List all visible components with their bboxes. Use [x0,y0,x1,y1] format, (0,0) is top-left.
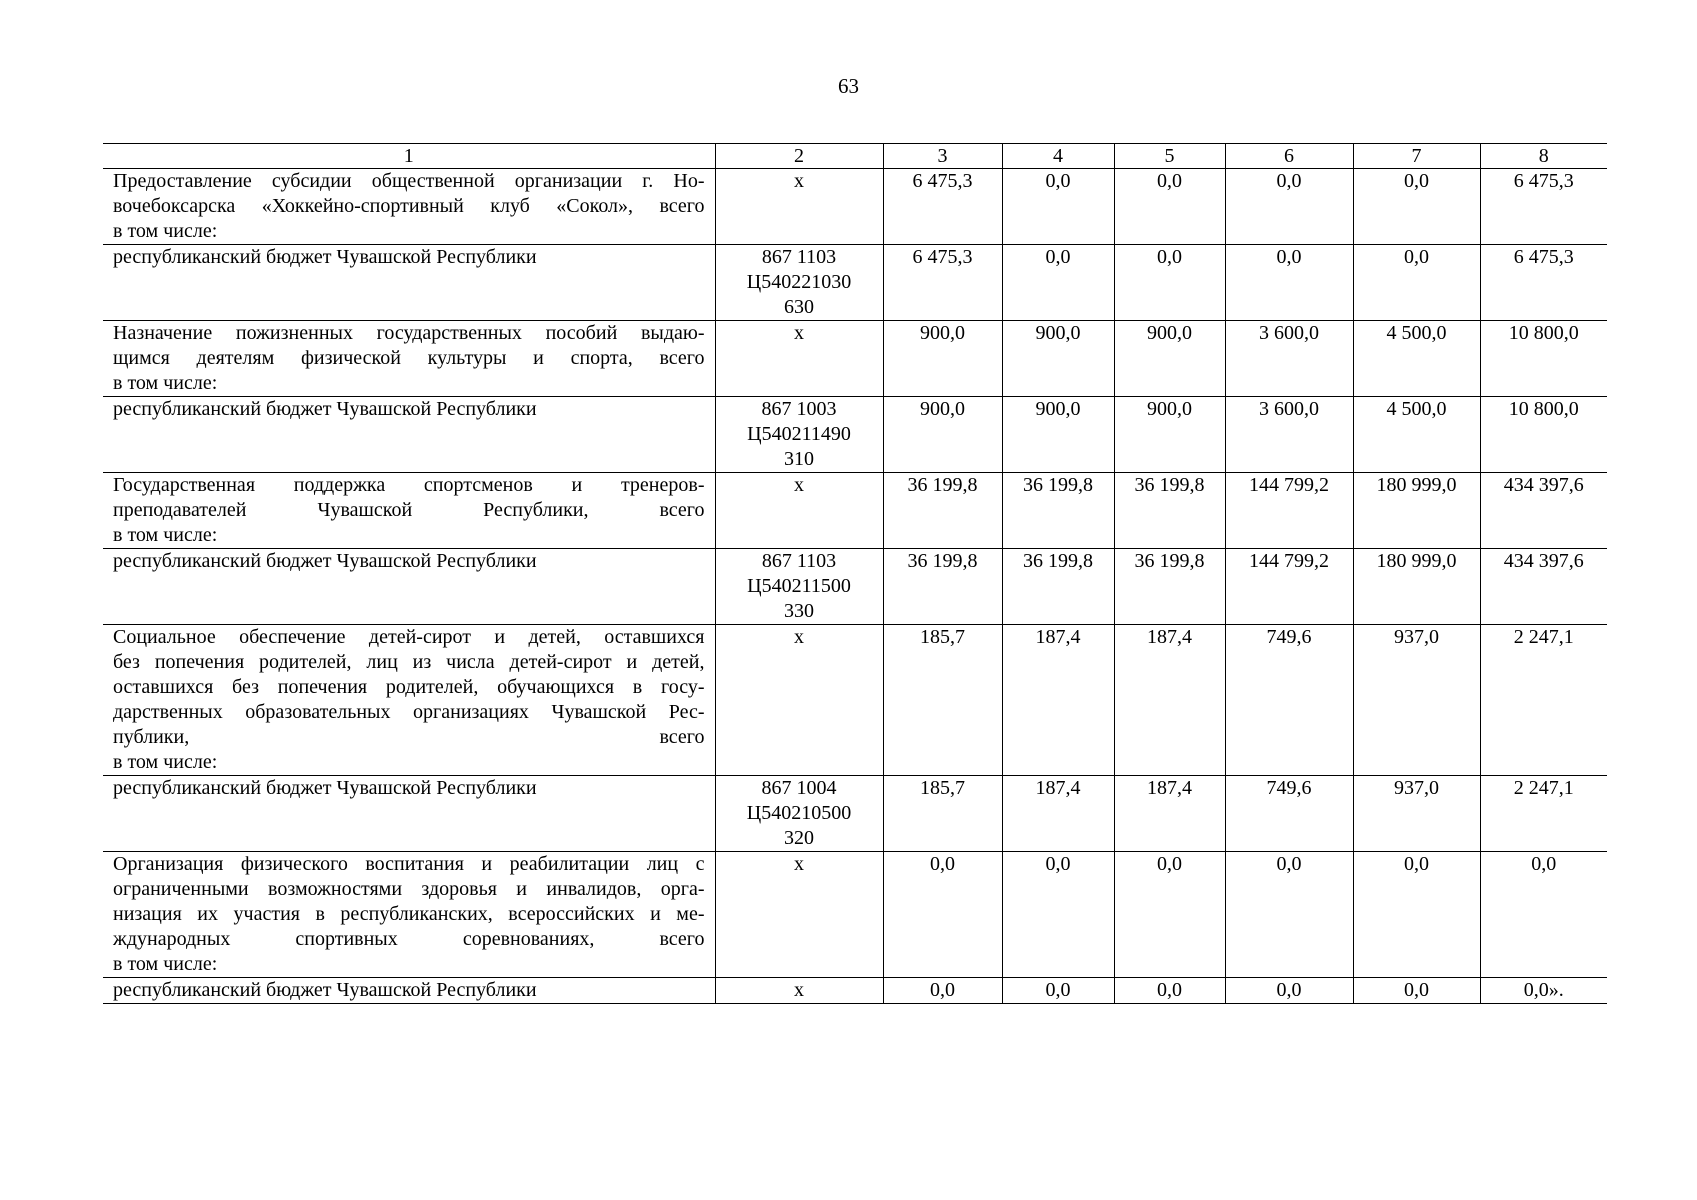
value-cell: 4 500,0 [1353,397,1480,473]
value-cell: 900,0 [1114,321,1225,397]
row-name-cell [103,852,715,978]
row-name-line: вочебоксарска «Хоккейно-спортивный клуб «Сокол», всего [113,195,705,217]
budget-code-line: 867 1004 [761,777,837,799]
table-row [103,321,1607,397]
value-cell: 2 247,1 [1480,776,1607,852]
value-cell: 185,7 [883,776,1002,852]
value-cell: 187,4 [1114,625,1225,776]
value-cell: 0,0 [1002,245,1114,321]
value-cell: 0,0». [1480,978,1607,1004]
value-cell: 749,6 [1225,776,1353,852]
value-cell: 0,0 [1353,978,1480,1004]
budget-code-cell [715,625,883,776]
table-row [103,397,1607,473]
value-cell: 10 800,0 [1480,397,1607,473]
value-cell: 6 475,3 [883,245,1002,321]
budget-code-cell [715,321,883,397]
row-name-line: низация их участия в республиканских, всероссийских и ме- [113,903,705,925]
row-name-line: Назначение пожизненных государственных пособий выдаю- [113,322,705,344]
row-name-line: публики, всего [113,726,705,748]
budget-code-line: 630 [784,296,814,318]
budget-code-line: х [794,170,804,192]
value-cell: 0,0 [1002,978,1114,1004]
value-cell: 0,0 [883,978,1002,1004]
table-header-row [103,144,1607,169]
column-header: 5 [1114,144,1225,169]
value-cell: 36 199,8 [1002,549,1114,625]
budget-code-cell [715,245,883,321]
budget-code-line: 867 1103 [761,550,837,572]
row-name-line: республиканский бюджет Чувашской Республики [113,246,537,268]
value-cell: 0,0 [1114,852,1225,978]
value-cell: 0,0 [1114,169,1225,245]
value-cell: 900,0 [883,397,1002,473]
value-cell: 180 999,0 [1353,549,1480,625]
value-cell: 4 500,0 [1353,321,1480,397]
value-cell: 10 800,0 [1480,321,1607,397]
value-cell: 900,0 [1002,321,1114,397]
row-name-cell [103,776,715,852]
row-name-line: оставшихся без попечения родителей, обучающихся в госу- [113,676,705,698]
value-cell: 434 397,6 [1480,549,1607,625]
budget-code-line: х [794,626,804,648]
budget-code-line: х [794,474,804,496]
value-cell: 187,4 [1114,776,1225,852]
budget-code-line: х [794,322,804,344]
column-header: 3 [883,144,1002,169]
value-cell: 434 397,6 [1480,473,1607,549]
value-cell: 144 799,2 [1225,549,1353,625]
row-name-line: в том числе: [113,751,218,773]
value-cell: 0,0 [1353,852,1480,978]
budget-code-line: Ц540211500 [747,575,851,597]
table-row [103,473,1607,549]
row-name-line: республиканский бюджет Чувашской Республики [113,398,537,420]
row-name-cell [103,549,715,625]
budget-table [103,143,1607,1004]
value-cell: 0,0 [1225,978,1353,1004]
row-name-line: в том числе: [113,953,218,975]
page-number: 63 [838,74,859,98]
value-cell: 0,0 [883,852,1002,978]
budget-code-cell [715,776,883,852]
value-cell: 0,0 [1225,169,1353,245]
budget-code-cell [715,852,883,978]
budget-code-cell [715,397,883,473]
row-name-cell [103,397,715,473]
value-cell: 0,0 [1002,169,1114,245]
column-header: 1 [403,145,414,167]
budget-code-line: Ц540211490 [747,423,851,445]
row-name-line: Организация физического воспитания и реабилитации лиц с [113,853,705,875]
value-cell: 0,0 [1225,852,1353,978]
value-cell: 937,0 [1353,776,1480,852]
budget-code-line: 320 [784,827,814,849]
value-cell: 187,4 [1002,776,1114,852]
row-name-cell [103,245,715,321]
value-cell: 2 247,1 [1480,625,1607,776]
value-cell: 749,6 [1225,625,1353,776]
value-cell: 36 199,8 [883,549,1002,625]
value-cell: 900,0 [883,321,1002,397]
value-cell: 0,0 [1353,169,1480,245]
budget-code-cell [715,549,883,625]
value-cell: 185,7 [883,625,1002,776]
table-row [103,169,1607,245]
column-header: 4 [1002,144,1114,169]
budget-code-cell [715,978,883,1004]
row-name-cell [103,473,715,549]
budget-code-line: Ц540210500 [746,802,852,824]
value-cell: 0,0 [1002,852,1114,978]
value-cell: 144 799,2 [1225,473,1353,549]
value-cell: 937,0 [1353,625,1480,776]
row-name-line: Предоставление субсидии общественной организации г. Но- [113,170,705,192]
row-name-line: щимся деятелям физической культуры и спорта, всего [113,347,705,369]
value-cell: 0,0 [1480,852,1607,978]
budget-code-line: 867 1003 [761,398,837,420]
row-name-cell [103,625,715,776]
value-cell: 900,0 [1114,397,1225,473]
budget-code-line: х [794,853,804,875]
table-row [103,245,1607,321]
value-cell: 0,0 [1114,978,1225,1004]
row-name-line: Социальное обеспечение детей-сирот и детей, оставшихся [113,626,705,648]
row-name-cell [103,169,715,245]
row-name-line: в том числе: [113,524,218,546]
value-cell: 3 600,0 [1225,397,1353,473]
row-name-line: в том числе: [113,372,218,394]
budget-code-line: 867 1103 [761,246,837,268]
row-name-line: без попечения родителей, лиц из числа детей-сирот и детей, [113,651,705,673]
value-cell: 0,0 [1114,245,1225,321]
budget-code-line: 310 [784,448,814,470]
value-cell: 900,0 [1002,397,1114,473]
row-name-line: ограниченными возможностями здоровья и инвалидов, орга- [113,878,705,900]
column-header: 6 [1225,144,1353,169]
budget-code-cell [715,473,883,549]
row-name-cell [103,321,715,397]
value-cell: 0,0 [1225,245,1353,321]
value-cell: 6 475,3 [1480,169,1607,245]
row-name-line: дарственных образовательных организациях Чувашской Рес- [113,701,705,723]
table-row [103,776,1607,852]
value-cell: 36 199,8 [883,473,1002,549]
value-cell: 0,0 [1353,245,1480,321]
table-body [103,144,1607,1004]
value-cell: 3 600,0 [1225,321,1353,397]
value-cell: 180 999,0 [1353,473,1480,549]
budget-code-line: Ц540221030 [746,271,852,293]
budget-code-line: 330 [784,600,814,622]
table-row [103,852,1607,978]
table-row [103,625,1607,776]
column-header: 2 [715,144,883,169]
row-name-cell [103,978,715,1004]
row-name-line: преподавателей Чувашской Республики, всего [113,499,705,521]
row-name-line: ждународных спортивных соревнованиях, всего [113,928,705,950]
table-row [103,978,1607,1004]
column-header: 8 [1480,144,1607,169]
value-cell: 36 199,8 [1002,473,1114,549]
value-cell: 6 475,3 [883,169,1002,245]
table-row [103,549,1607,625]
row-name-line: в том числе: [113,220,218,242]
budget-code-cell [715,169,883,245]
budget-code-line: х [794,979,804,1001]
value-cell: 6 475,3 [1480,245,1607,321]
row-name-line: республиканский бюджет Чувашской Республики [113,979,537,1001]
value-cell: 187,4 [1002,625,1114,776]
value-cell: 36 199,8 [1114,549,1225,625]
row-name-line: республиканский бюджет Чувашской Республики [113,777,537,799]
value-cell: 36 199,8 [1114,473,1225,549]
column-header: 7 [1353,144,1480,169]
row-name-line: Государственная поддержка спортсменов и тренеров- [113,474,705,496]
row-name-line: республиканский бюджет Чувашской Республики [113,550,537,572]
